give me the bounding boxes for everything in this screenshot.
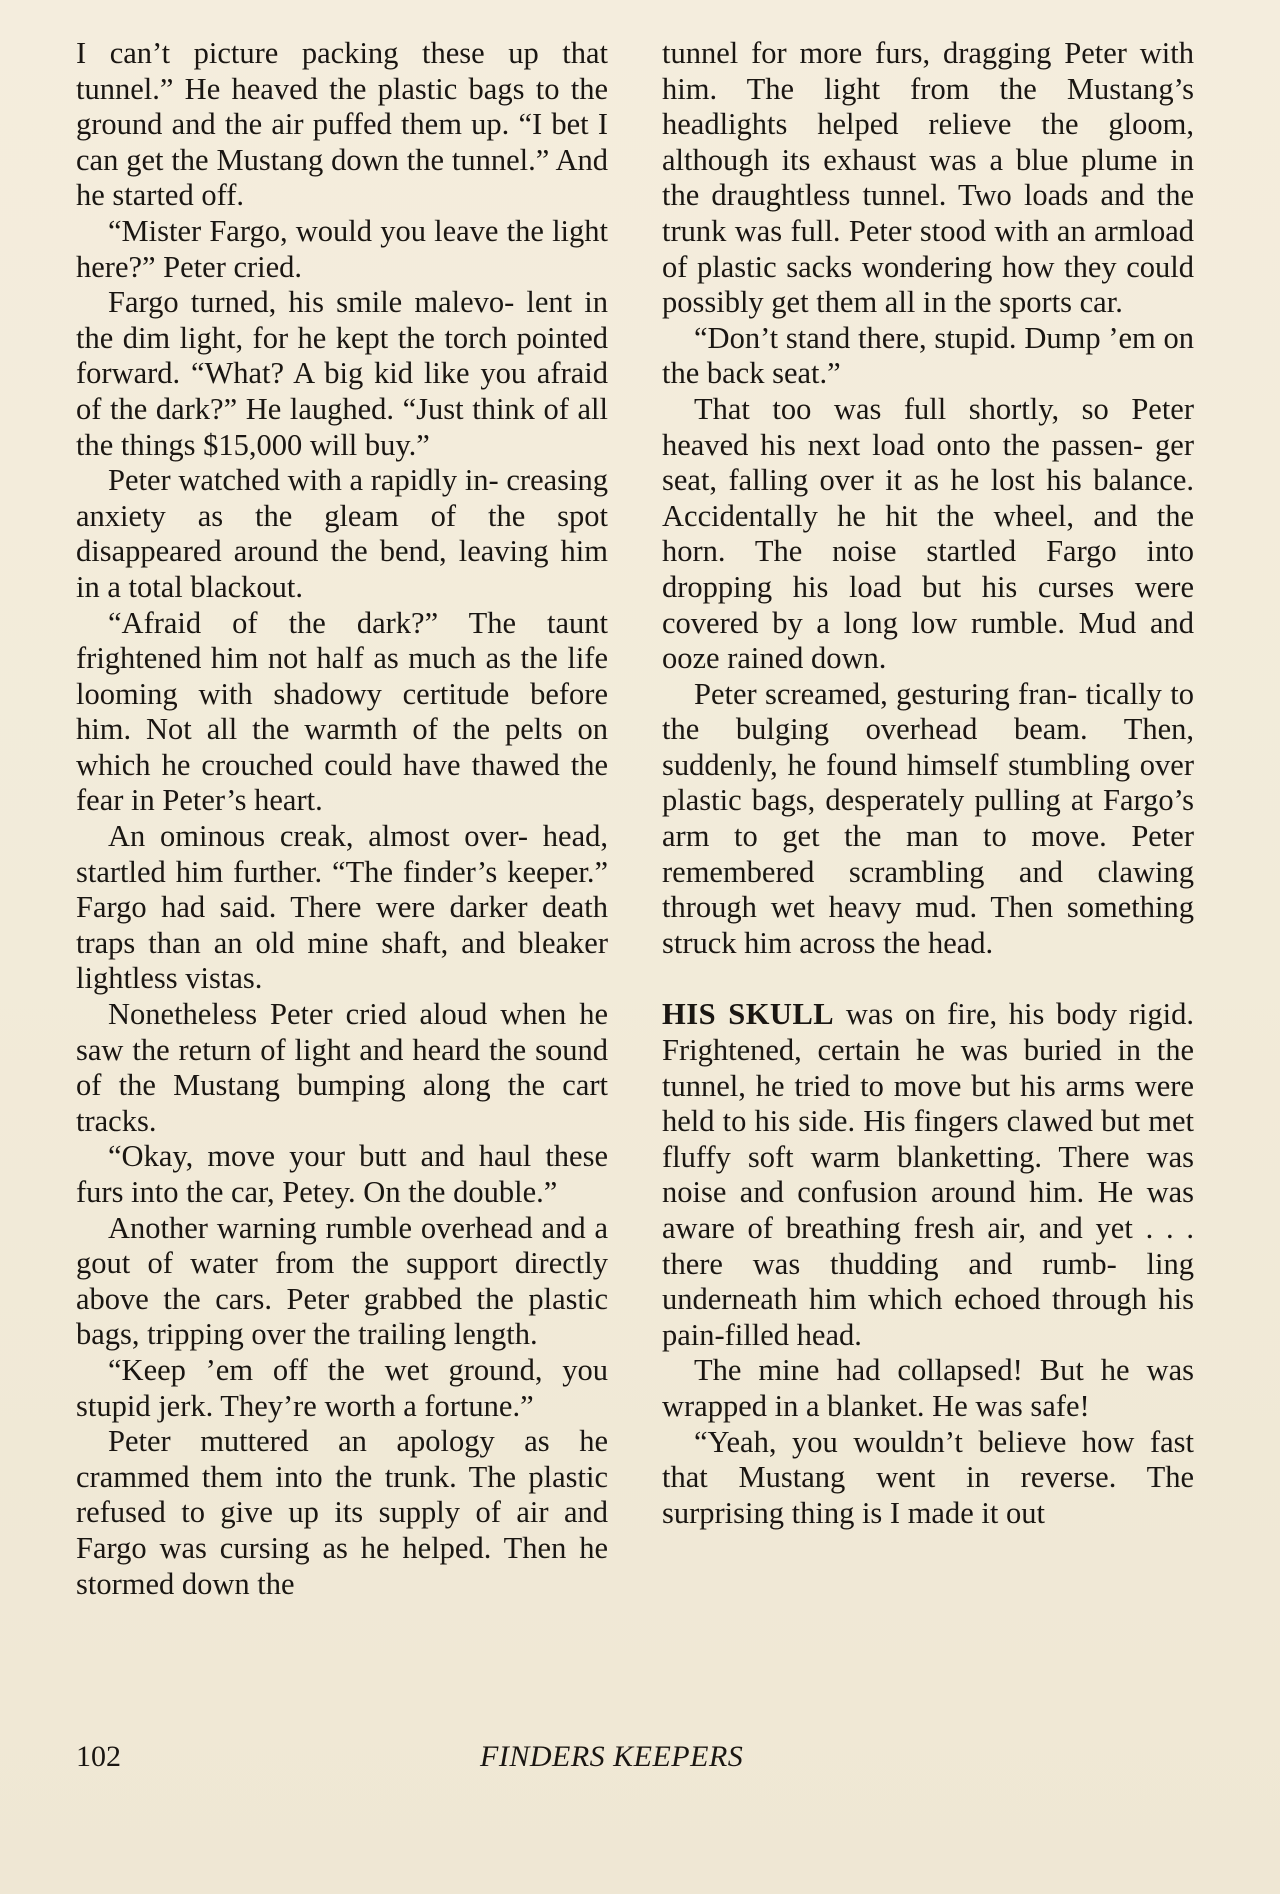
paragraph: “Okay, move your butt and haul these furs into the car, Petey. On the double.” (76, 1139, 608, 1209)
paragraph: Peter screamed, gesturing fran- tically to the bulging overhead beam. Then, suddenly, he found himself stumbling over plastic bags, desperately pulling at Fargo’s arm to get the man to move. Peter remembered scrambling and clawing through wet heavy mud. Then something struck him across the head. (662, 676, 1194, 960)
section-lead-in: HIS SKULL (662, 997, 835, 1032)
paragraph: The mine had collapsed! But he was wrapped in a blanket. He was safe! (662, 1353, 1194, 1423)
paragraph: An ominous creak, almost over- head, startled him further. “The finder’s keeper.” Fargo had said. There were darker death traps than an old mine shaft, and bleaker lightless vistas. (76, 819, 608, 996)
paragraph: Fargo turned, his smile malevo- lent in the dim light, for he kept the torch pointed forward. “What? A big kid like you afraid of the dark?” He laughed. “Just think of all the things $15,000 will buy.” (76, 285, 608, 462)
section-break-paragraph (662, 997, 1194, 1353)
left-column (76, 36, 608, 1602)
paragraph: Peter watched with a rapidly in- creasing anxiety as the gleam of the spot disappeared around the bend, leaving him in a total blackout. (76, 463, 608, 604)
page-number: 102 (76, 1740, 121, 1773)
paragraph: Another warning rumble overhead and a gout of water from the support directly above the cars. Peter grabbed the plastic bags, tripping over the trailing length. (76, 1210, 608, 1352)
right-column (662, 36, 1194, 1531)
paragraph: Nonetheless Peter cried aloud when he saw the return of light and heard the sound of the Mustang bumping along the cart tracks. (76, 997, 608, 1138)
paragraph: Peter muttered an apology as he crammed them into the trunk. The plastic refused to give up its supply of air and Fargo was cursing as he helped. Then he stormed down the (76, 1424, 608, 1601)
paragraph: I can’t picture packing these up that tunnel.” He heaved the plastic bags to the ground and the air puffed them up. “I bet I can get the Mustang down the tunnel.” And he started off. (76, 36, 608, 213)
section-text: was on fire, his body rigid. Frightened, certain he was buried in the tunnel, he tried to move but his arms were held to his side. His fingers clawed but met fluffy soft warm blanketting. There was noise and confusion around him. He was aware of breathing fresh air, and yet . . . there was thudding and rumb- ling underneath him which echoed through his pain-filled head. (662, 997, 1194, 1352)
paragraph: “Yeah, you wouldn’t believe how fast that Mustang went in reverse. The surprising thing is I made it out (662, 1424, 1194, 1530)
paragraph: “Keep ’em off the wet ground, you stupid jerk. They’re worth a fortune.” (76, 1352, 608, 1423)
paragraph: That too was full shortly, so Peter heaved his next load onto the passen- ger seat, falling over it as he lost his balance. Accidentally he hit the wheel, and the horn. The noise startled Fargo into dropping his load but his curses were covered by a long low rumble. Mud and ooze rained down. (662, 391, 1194, 676)
page-footer (76, 1740, 1206, 1780)
paragraph: “Afraid of the dark?” The taunt frightened him not half as much as the life looming with shadowy certitude before him. Not all the warmth of the pelts on which he crouched could have thawed the fear in Peter’s heart. (76, 605, 608, 818)
paragraph: tunnel for more furs, dragging Peter with him. The light from the Mustang’s headlights helped relieve the gloom, although its exhaust was a blue plume in the draughtless tunnel. Two loads and the trunk was full. Peter stood with an armload of plastic sacks wondering how they could possibly get them all in the sports car. (662, 36, 1194, 320)
running-title: FINDERS KEEPERS (480, 1740, 744, 1773)
paragraph: “Mister Fargo, would you leave the light here?” Peter cried. (76, 213, 608, 284)
paragraph: “Don’t stand there, stupid. Dump ’em on the back seat.” (662, 320, 1194, 391)
